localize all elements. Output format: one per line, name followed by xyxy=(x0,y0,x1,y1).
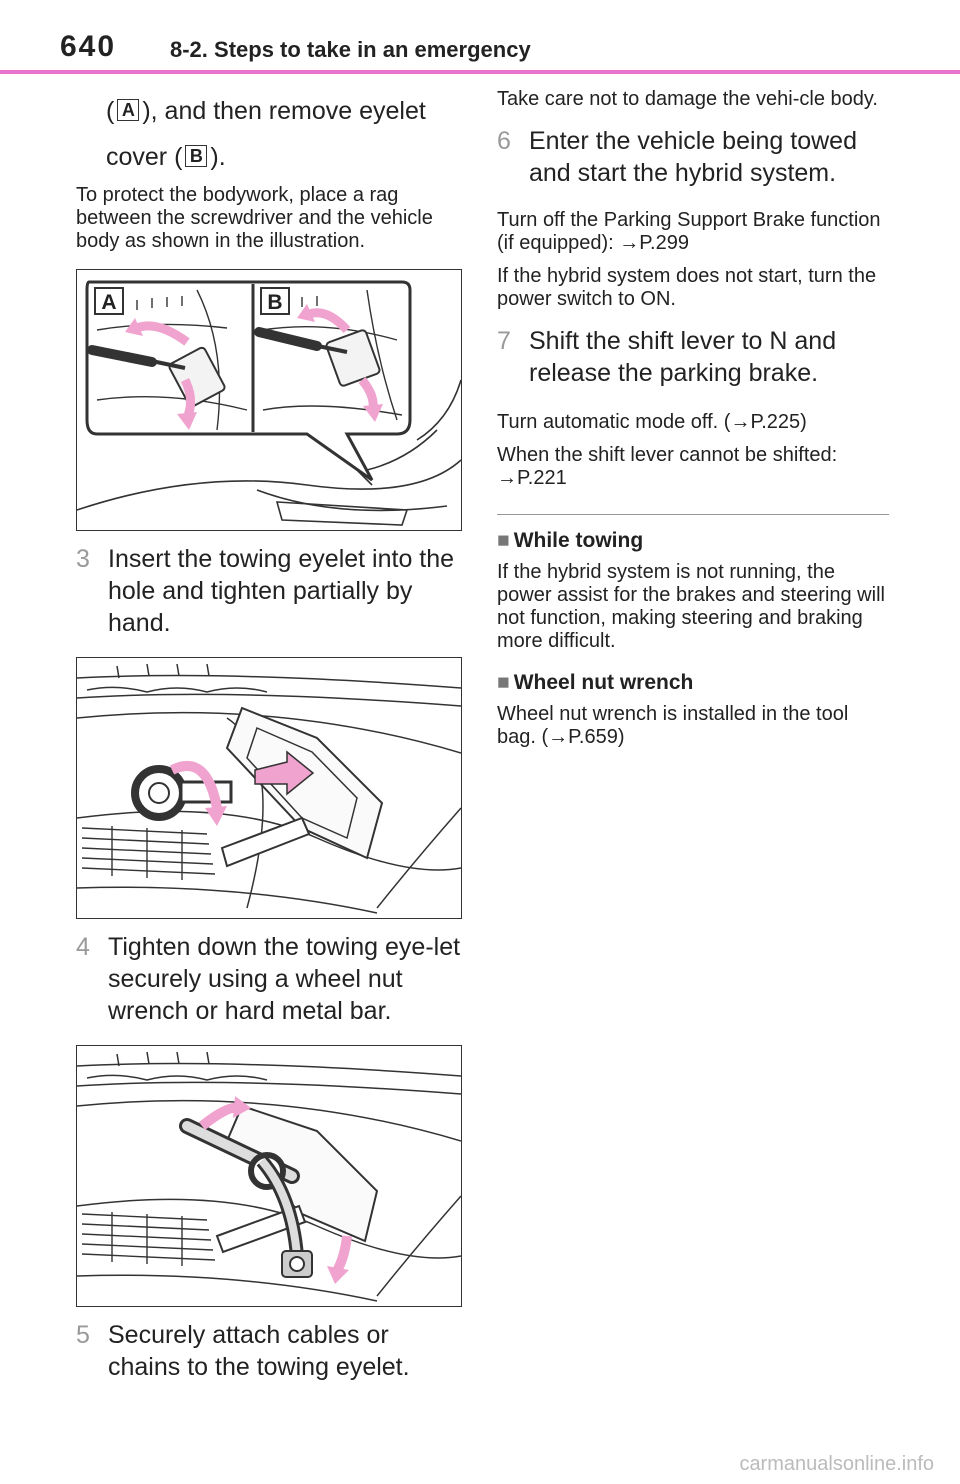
remove-cover-illustration xyxy=(77,270,461,530)
header-divider xyxy=(0,70,960,74)
step-4 xyxy=(76,931,462,1027)
figure-remove-eyelet-cover xyxy=(76,269,462,531)
insert-eyelet-illustration xyxy=(77,658,461,918)
wheel-nut-wrench-text: Wheel nut wrench is installed in the tool bag. (→P.659) xyxy=(497,703,849,748)
figure-label-b: B xyxy=(267,291,283,314)
step-number: 6 xyxy=(497,127,511,155)
step-number: 7 xyxy=(497,327,511,355)
automatic-mode-note: Turn automatic mode off. (→P.225) xyxy=(497,411,807,433)
left-column xyxy=(76,88,462,1383)
section-title: 8-2. Steps to take in an emergency xyxy=(170,37,531,62)
step-3 xyxy=(76,543,462,639)
square-bullet-icon: ■ xyxy=(497,529,510,552)
step-5 xyxy=(76,1319,462,1383)
step-number: 4 xyxy=(76,933,90,961)
step-text: Enter the vehicle being towed and start the hybrid system. xyxy=(529,127,857,187)
step-number: 5 xyxy=(76,1321,90,1349)
parking-support-note: Turn off the Parking Support Brake function (if equipped): →P.299 xyxy=(497,209,881,254)
figure-tighten-eyelet xyxy=(76,1045,462,1307)
label-b-box: B xyxy=(185,145,207,167)
hybrid-start-note: If the hybrid system does not start, turn the power switch to ON. xyxy=(497,265,877,310)
square-bullet-icon: ■ xyxy=(497,671,510,694)
step-text: Tighten down the towing eye-let securely using a wheel nut wrench or hard metal bar. xyxy=(108,933,461,1025)
step-text: Shift the shift lever to N and release the parking brake. xyxy=(529,327,837,387)
damage-note: Take care not to damage the vehi-cle body. xyxy=(497,88,878,110)
step-text: Securely attach cables or chains to the towing eyelet. xyxy=(108,1321,410,1381)
while-towing-heading: ■ While towing xyxy=(497,529,644,552)
label-a-box: A xyxy=(117,99,139,121)
watermark: carmanualsonline.info xyxy=(739,1453,934,1475)
step-7 xyxy=(497,325,889,389)
right-column xyxy=(497,88,889,749)
shift-lever-note: When the shift lever cannot be shifted: →P.221 xyxy=(497,444,838,489)
section-divider xyxy=(497,514,889,515)
wheel-nut-wrench-heading: ■ Wheel nut wrench xyxy=(497,671,694,694)
step-6 xyxy=(497,125,889,189)
figure-label-a: A xyxy=(101,291,117,314)
continued-instruction: ( A ), and then remove eyelet cover ( B ). xyxy=(106,97,426,171)
step-number: 3 xyxy=(76,545,90,573)
tighten-eyelet-illustration xyxy=(77,1046,461,1306)
page-header xyxy=(0,0,960,78)
step-text: Insert the towing eyelet into the hole and tighten partially by hand. xyxy=(108,545,455,637)
page-number: 640 xyxy=(60,30,117,63)
figure-insert-eyelet xyxy=(76,657,462,919)
bodywork-note: To protect the bodywork, place a rag between the screwdriver and the vehicle body as shown in the illustration. xyxy=(76,184,433,252)
while-towing-text: If the hybrid system is not running, the power assist for the brakes and steering will not function, making steering and braking more difficult. xyxy=(497,561,885,652)
